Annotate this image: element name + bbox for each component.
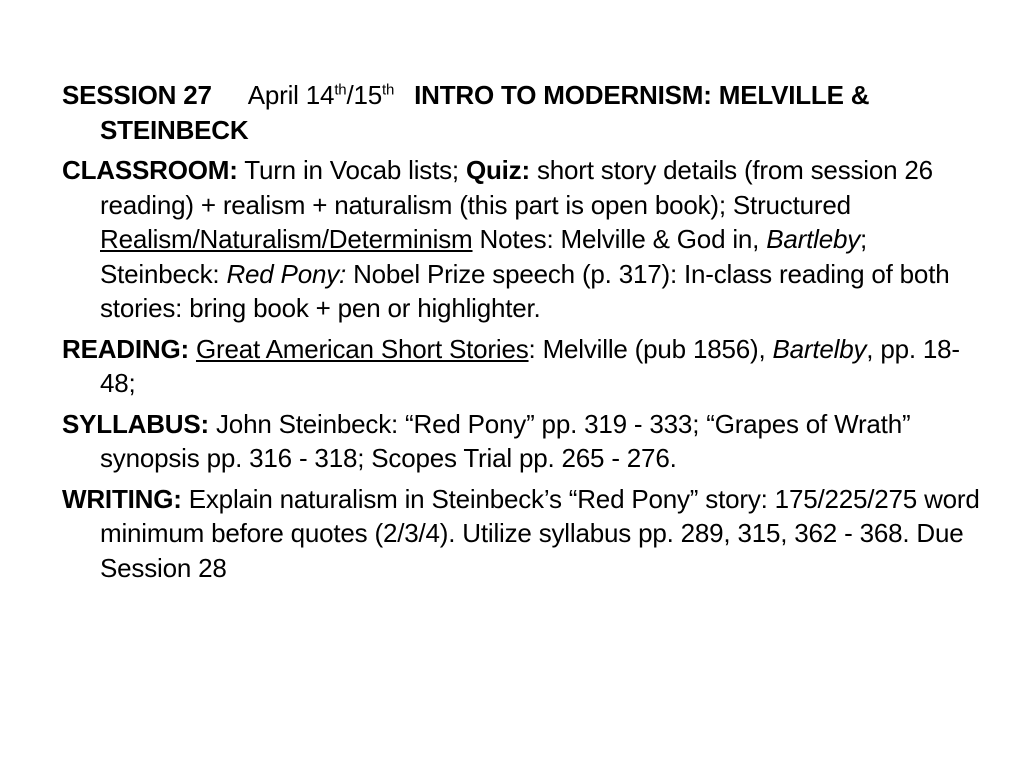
writing-paragraph xyxy=(62,482,982,586)
classroom-paragraph: CLASSROOM: Turn in Vocab lists; Quiz: short story details (from session 26 reading) + realism + naturalism (this part is open book); Structured Realism/Naturalism/Determinism Notes: Melville & God in, Bartleby; Steinbeck: Red Pony: Nobel Prize speech (p. 317): In-class reading of both stories: bring book + pen or highlighter. xyxy=(62,155,950,323)
writing-label: WRITING: xyxy=(62,483,182,514)
classroom-label: CLASSROOM: xyxy=(62,155,238,185)
quiz-label: Quiz: xyxy=(465,155,530,185)
book-title: Great American Short Stories xyxy=(195,333,529,364)
session-title: INTRO TO MODERNISM: MELVILLE & STEINBECK xyxy=(100,80,870,145)
reading-label: READING: xyxy=(62,333,189,364)
syllabus-text: John Steinbeck: “Red Pony” pp. 319 - 333; “Grapes of Wrath” synopsis pp. 316 - 318; Scopes Trial pp. 265 - 276. xyxy=(100,408,911,473)
bartleby-title: Bartleby xyxy=(766,224,861,254)
syllabus-label: SYLLABUS: xyxy=(62,408,209,439)
session-paragraph xyxy=(62,78,982,147)
reading-paragraph: READING: Great American Short Stories: Melville (pub 1856), Bartelby, pp. 18-48; xyxy=(62,333,960,398)
slide-content xyxy=(62,78,982,591)
session-label: SESSION 27 xyxy=(62,80,212,110)
bartelby-title: Bartelby xyxy=(772,333,867,364)
writing-text: Explain naturalism in Steinbeck’s “Red Pony” story: 175/225/275 word minimum before quotes (2/3/4). Utilize syllabus pp. 289, 315, 362 - 368. Due Session 28 xyxy=(100,483,980,583)
notes-title: Realism/Naturalism/Determinism xyxy=(100,224,473,254)
session-date: April 14th/15th xyxy=(247,80,395,110)
red-pony-title: Red Pony: xyxy=(226,258,347,289)
syllabus-paragraph xyxy=(62,407,982,476)
